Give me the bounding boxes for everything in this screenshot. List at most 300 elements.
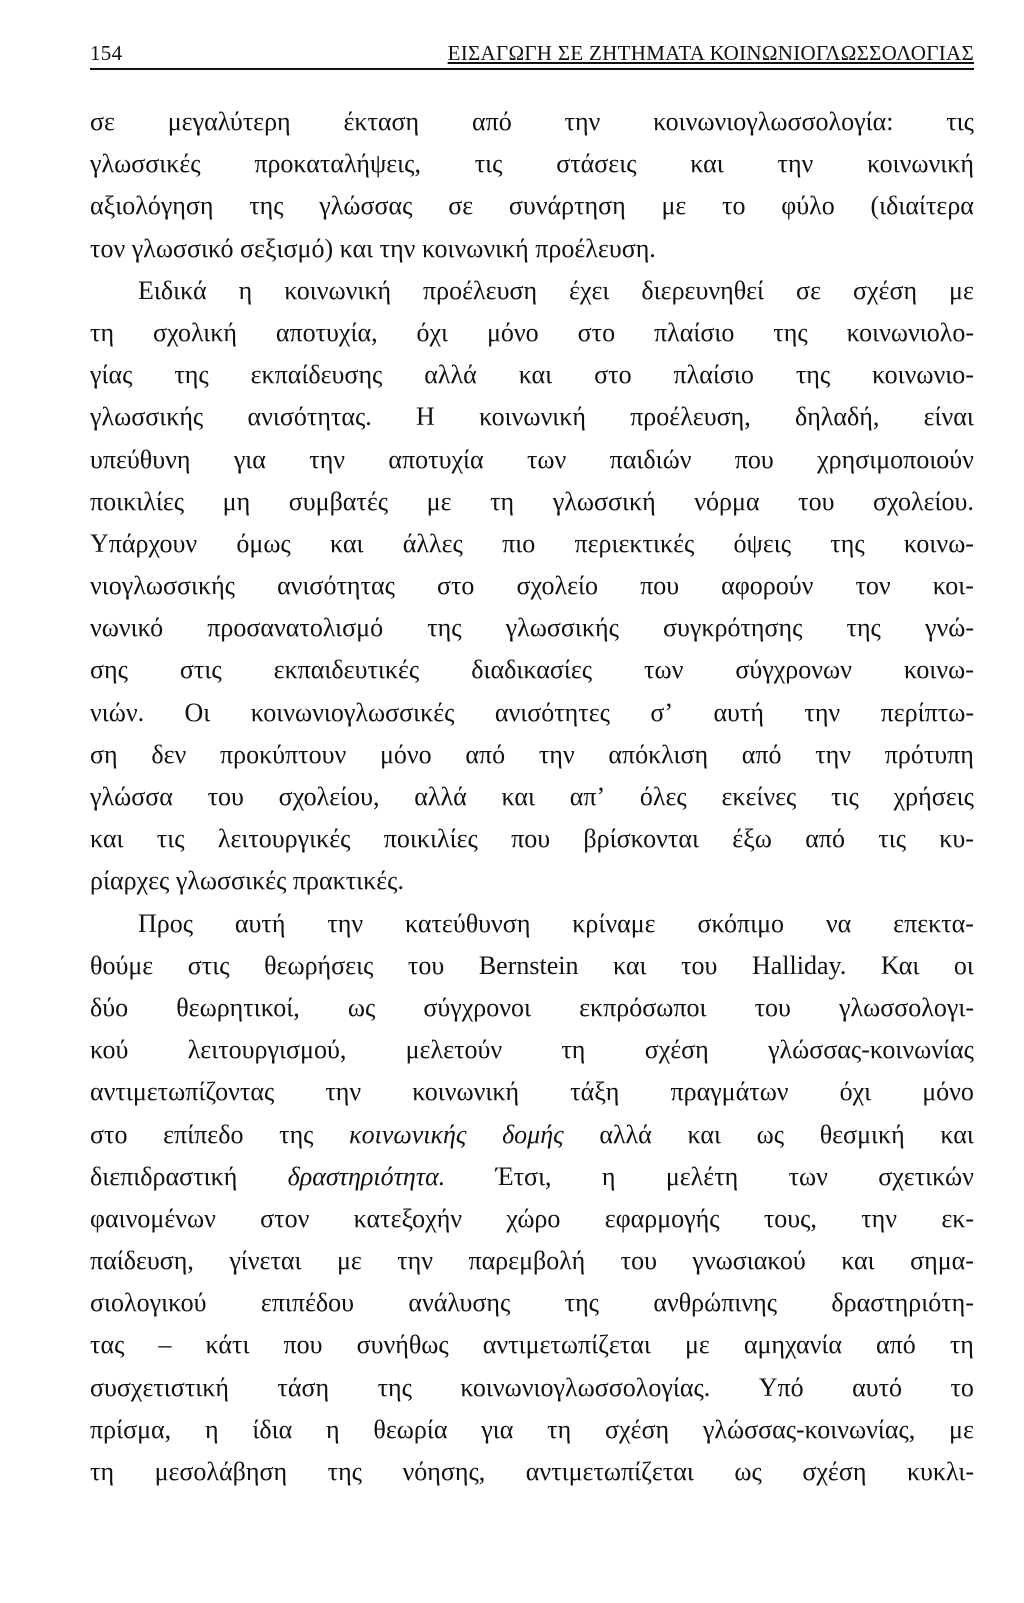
word: από xyxy=(465,739,506,769)
text-line xyxy=(90,270,974,312)
word: τις xyxy=(878,824,906,854)
running-head xyxy=(90,38,974,70)
running-title: ΕΙΣΑΓΩΓΗ ΣΕ ΖΗΤΗΜΑΤΑ ΚΟΙΝΩΝΙΟΓΛΩΣΣΟΛΟΓΙΑΣ xyxy=(447,41,974,65)
word: αποτυχία, xyxy=(275,317,378,347)
word: παίδευση, xyxy=(90,1246,194,1276)
word: Οι xyxy=(184,697,211,727)
word: σχέση xyxy=(604,1414,670,1444)
word: θεωρία xyxy=(373,1414,448,1444)
word: το xyxy=(722,191,746,221)
word: Έτσι, xyxy=(495,1161,552,1191)
word: Προς xyxy=(138,908,194,938)
word: ως xyxy=(756,1119,785,1149)
word: γλώσσας-κοινωνίας xyxy=(768,1035,974,1065)
word: σχέση xyxy=(852,275,918,305)
word: γλωσσικές xyxy=(175,866,287,896)
text-line xyxy=(90,692,974,734)
word: διερευνηθεί xyxy=(641,275,765,305)
word: πραγμάτων xyxy=(670,1077,789,1107)
word: πλαίσιο xyxy=(673,360,754,390)
text-line xyxy=(90,565,974,607)
word: στις xyxy=(187,950,230,980)
word: σχολείο xyxy=(516,571,599,601)
word: Halliday. xyxy=(751,950,847,980)
word: που xyxy=(640,571,680,601)
word: σε xyxy=(796,275,821,305)
word: από xyxy=(805,824,845,854)
word: όλες xyxy=(639,782,687,811)
text-line xyxy=(90,1282,974,1324)
word: αφορούν xyxy=(721,571,814,601)
word: κοινωνιογλωσσολογίας. xyxy=(460,1372,711,1402)
word: αυτή xyxy=(234,908,286,938)
word: αλλά xyxy=(599,1119,652,1149)
word: κοινωνική xyxy=(867,149,974,179)
word: σχετικών xyxy=(878,1161,974,1191)
word: και xyxy=(330,528,364,558)
word: γλωσσικές xyxy=(90,149,201,179)
word: του xyxy=(681,950,718,980)
word: μόνο xyxy=(486,317,539,347)
word: την xyxy=(325,1077,362,1107)
word: ανισότητες xyxy=(494,697,610,727)
word: που xyxy=(283,1330,323,1360)
word: συμβατές xyxy=(288,486,389,516)
word: γνωσιακού xyxy=(692,1246,806,1276)
word: γλώσσας-κοινωνίας, xyxy=(702,1414,916,1444)
word: φαινομένων xyxy=(90,1203,216,1233)
word: της xyxy=(377,1372,412,1402)
text-line xyxy=(90,354,974,396)
word: όχι xyxy=(839,1077,872,1107)
word: στον xyxy=(260,1203,310,1233)
word: και xyxy=(687,1119,721,1149)
word: από xyxy=(741,739,782,769)
word: κοινωνικής xyxy=(349,1119,467,1149)
word: αλλά xyxy=(424,360,477,390)
word: γλωσσικής xyxy=(90,402,204,432)
word: το xyxy=(950,1372,974,1402)
word: της xyxy=(427,613,462,643)
text-line xyxy=(90,101,974,143)
word: ση xyxy=(90,739,118,769)
word: γλωσσική xyxy=(552,486,656,516)
word: του xyxy=(207,782,244,811)
word: σχέση xyxy=(644,1035,709,1065)
word: συνάρτηση xyxy=(508,191,626,221)
word: γλωσσολογι- xyxy=(839,992,974,1022)
word: κοινωνική xyxy=(284,275,392,305)
word: αμηχανία xyxy=(743,1330,842,1360)
word: νιογλωσσικής xyxy=(90,571,235,601)
word: προκύπτουν xyxy=(219,739,347,769)
word: γλώσσα xyxy=(90,782,173,811)
word: την xyxy=(861,1203,898,1233)
word: σε xyxy=(448,191,474,221)
word: ως xyxy=(734,1457,762,1486)
word: – xyxy=(158,1330,172,1360)
word: βρίσκονται xyxy=(583,824,699,854)
word: θεσμική xyxy=(819,1119,905,1149)
word: γλωσσικό xyxy=(131,233,234,263)
word: εκείνες xyxy=(721,782,797,811)
word: της xyxy=(279,1119,314,1149)
word: οι xyxy=(953,950,974,980)
word: σης xyxy=(90,655,128,685)
word: αυτό xyxy=(852,1372,903,1402)
word: γίνεται xyxy=(229,1246,302,1276)
word: θεωρητικοί, xyxy=(176,992,300,1022)
word: που xyxy=(734,444,774,474)
text-line xyxy=(90,903,974,945)
word: στις xyxy=(179,655,222,685)
word: γλωσσικής xyxy=(505,613,619,643)
word: δύο xyxy=(90,992,129,1022)
word: Ειδικά xyxy=(138,275,207,305)
word: εκ- xyxy=(941,1203,974,1233)
word: τη xyxy=(90,1457,115,1486)
word: όψεις xyxy=(733,528,792,558)
word: από xyxy=(876,1330,916,1360)
word: είναι xyxy=(923,402,974,432)
word: εκπαίδευσης xyxy=(250,360,383,390)
word: αξιολόγηση xyxy=(90,191,214,221)
word: των xyxy=(526,444,567,474)
word: ποικιλίες xyxy=(90,486,185,516)
text-line xyxy=(90,1071,974,1113)
word: περιεκτικές xyxy=(574,528,695,558)
word: κοι- xyxy=(932,571,974,601)
word: πλαίσιο xyxy=(654,317,735,347)
word: αλλά xyxy=(414,782,467,811)
text-line xyxy=(90,523,974,565)
word: ανισότητας. xyxy=(247,402,372,432)
word: τις xyxy=(946,107,974,136)
word: τις xyxy=(474,149,503,179)
word: με xyxy=(661,191,687,221)
word: του xyxy=(620,1246,657,1276)
word: τις xyxy=(156,824,185,854)
text-line xyxy=(90,1409,974,1451)
word: κυκλι- xyxy=(906,1457,974,1486)
word: κάτι xyxy=(205,1330,250,1360)
word: την xyxy=(804,697,841,727)
word: τη xyxy=(90,317,115,347)
word: ανάλυσης xyxy=(408,1288,511,1318)
text-line xyxy=(90,607,974,649)
word: κού xyxy=(90,1035,129,1065)
word: διεπιδραστική xyxy=(90,1161,238,1191)
word: κατεξοχήν xyxy=(353,1203,463,1233)
text-line xyxy=(90,945,974,987)
page-number: 154 xyxy=(90,41,123,65)
word: των xyxy=(788,1161,828,1191)
word: στο xyxy=(594,360,632,390)
word: την xyxy=(564,107,601,136)
word: τη xyxy=(490,486,515,516)
word: συσχετιστική xyxy=(90,1372,229,1402)
text-line xyxy=(90,1198,974,1240)
word: σ’ xyxy=(650,697,674,727)
word: λειτουργικές xyxy=(217,824,351,854)
word: και xyxy=(518,360,553,390)
word: τη xyxy=(561,1035,586,1065)
word: πρότυπη xyxy=(884,739,974,769)
word: την xyxy=(327,908,364,938)
text-line xyxy=(90,228,974,270)
word: θούμε xyxy=(90,950,154,980)
word: συνήθως xyxy=(356,1330,449,1360)
word: περίπτω- xyxy=(880,697,974,727)
word: την xyxy=(538,739,575,769)
word: στο xyxy=(436,571,475,601)
word: ποικιλίες xyxy=(383,824,478,854)
word: και xyxy=(613,950,647,980)
word: απ’ xyxy=(569,782,606,811)
word: για xyxy=(481,1414,514,1444)
word: να xyxy=(825,908,852,938)
word: η xyxy=(326,1414,340,1444)
word: τον xyxy=(855,571,891,601)
text-line xyxy=(90,734,974,776)
word: της xyxy=(773,317,808,347)
word: πρακτικές. xyxy=(292,866,404,896)
word: την xyxy=(379,233,416,263)
word: τις xyxy=(831,782,859,811)
word: με xyxy=(684,1330,710,1360)
word: όμως xyxy=(236,528,291,558)
word: έκταση xyxy=(343,107,420,136)
text-line xyxy=(90,1367,974,1409)
word: διαδικασίες xyxy=(471,655,593,685)
body-text xyxy=(90,101,974,1493)
word: της xyxy=(795,360,831,390)
word: για xyxy=(233,444,266,474)
word: όχι xyxy=(416,317,449,347)
word: αντιμετωπίζοντας xyxy=(90,1077,275,1107)
word: και xyxy=(90,824,124,854)
word: σχολείου. xyxy=(873,486,974,516)
word: και xyxy=(940,1119,974,1149)
word: σύγχρονοι xyxy=(423,992,532,1022)
word: Υπάρχουν xyxy=(90,528,198,558)
word: προσανατολισμό xyxy=(207,613,384,643)
word: μόνο xyxy=(922,1077,974,1107)
word: κατεύθυνση xyxy=(404,908,531,938)
word: τη xyxy=(949,1330,974,1360)
word: εκπρόσωποι xyxy=(579,992,707,1022)
word: της xyxy=(249,191,284,221)
word: συγκρότησης xyxy=(662,613,803,643)
word: την xyxy=(397,1246,434,1276)
word: κοινωνιο- xyxy=(872,360,974,390)
word: εφαρμογής xyxy=(604,1203,720,1233)
word: την xyxy=(309,444,346,474)
word: τη xyxy=(547,1414,572,1444)
word: της xyxy=(327,1457,362,1486)
word: σεξισμό) xyxy=(239,233,334,263)
word: λειτουργισμού, xyxy=(187,1035,347,1065)
word: νόησης, xyxy=(402,1457,486,1486)
word: ως xyxy=(347,992,376,1022)
word: κοινω- xyxy=(903,655,974,685)
word: των xyxy=(644,655,684,685)
text-line xyxy=(90,1156,974,1198)
word: και xyxy=(339,233,374,263)
text-line xyxy=(90,143,974,185)
word: κυ- xyxy=(939,824,974,854)
word: σιολογικού xyxy=(90,1288,207,1318)
text-line xyxy=(90,396,974,438)
word: του xyxy=(798,486,835,516)
word: η xyxy=(204,1414,219,1444)
word: θεωρήσεις xyxy=(264,950,374,980)
word: με xyxy=(949,1414,974,1444)
text-line xyxy=(90,987,974,1029)
word: Υπό xyxy=(758,1372,804,1402)
word: αντιμετωπίζεται xyxy=(525,1457,694,1486)
word: χρησιμοποιούν xyxy=(817,444,974,474)
word: φύλο xyxy=(781,191,835,221)
text-line xyxy=(90,481,974,523)
word: την xyxy=(815,739,852,769)
text-line xyxy=(90,312,974,354)
word: επιπέδου xyxy=(260,1288,355,1318)
word: προέλευση, xyxy=(630,402,751,432)
word: τους, xyxy=(763,1203,817,1233)
word: γνώ- xyxy=(924,613,974,643)
word: του xyxy=(407,950,445,980)
word: τάξη xyxy=(570,1077,620,1107)
text-line xyxy=(90,1029,974,1071)
word: με xyxy=(949,275,974,305)
word: άλλες xyxy=(402,528,463,558)
word: ρίαρχες xyxy=(90,866,170,896)
word: τάση xyxy=(277,1372,330,1402)
word: που xyxy=(511,824,551,854)
word: δομής xyxy=(502,1119,564,1149)
word: σύγχρονων xyxy=(735,655,852,685)
word: σχολείου, xyxy=(278,782,380,811)
word: με xyxy=(426,486,452,516)
word: προέλευση. xyxy=(535,233,656,263)
word: νιών. xyxy=(90,697,145,727)
word: πιο xyxy=(502,528,536,558)
word: κοινωνική xyxy=(412,1077,520,1107)
word: και xyxy=(841,1246,875,1276)
word: νωνικό xyxy=(90,613,164,643)
word: κοινωνιογλωσσικές xyxy=(250,697,455,727)
word: αυτή xyxy=(713,697,764,727)
text-line xyxy=(90,1451,974,1493)
word: ανθρώπινης xyxy=(653,1288,778,1318)
word: επεκτα- xyxy=(893,908,974,938)
word: στο xyxy=(577,317,616,347)
word: του xyxy=(754,992,791,1022)
word: κοινωνιογλωσσολογία: xyxy=(653,107,894,136)
text-line xyxy=(90,1324,974,1366)
word: στάσεις xyxy=(556,149,637,179)
word: από xyxy=(471,107,512,136)
word: νόρμα xyxy=(694,486,760,516)
word: γίας xyxy=(90,360,133,390)
word: Η xyxy=(416,402,435,432)
word: δραστηριότη- xyxy=(831,1288,974,1318)
word: σχέση xyxy=(802,1457,867,1486)
word: της xyxy=(174,360,209,390)
word: απόκλιση xyxy=(608,739,709,769)
word: της xyxy=(564,1288,599,1318)
word: Και xyxy=(880,950,920,980)
word: κοινωνική xyxy=(479,402,586,432)
word: προκαταλήψεις, xyxy=(254,149,421,179)
word: κοινω- xyxy=(903,528,974,558)
word: δραστηριότητα. xyxy=(287,1161,446,1191)
word: (ιδιαίτερα xyxy=(870,191,974,221)
word: αποτυχία xyxy=(388,444,484,474)
text-line xyxy=(90,185,974,227)
word: μη xyxy=(222,486,251,516)
word: κοινωνική xyxy=(421,233,529,263)
text-line xyxy=(90,860,974,902)
word: η xyxy=(601,1161,616,1191)
word: παιδιών xyxy=(609,444,692,474)
word: τον xyxy=(90,233,126,263)
text-line xyxy=(90,776,974,818)
word: χρήσεις xyxy=(893,782,974,811)
word: αντιμετωπίζεται xyxy=(482,1330,651,1360)
text-line xyxy=(90,1114,974,1156)
word: μελέτη xyxy=(665,1161,739,1191)
word: μεσολάβηση xyxy=(154,1457,288,1486)
word: χώρο xyxy=(506,1203,561,1233)
text-line xyxy=(90,439,974,481)
word: ανισότητας xyxy=(277,571,395,601)
word: με xyxy=(336,1246,362,1276)
word: γλώσσας xyxy=(319,191,413,221)
word: εκπαιδευτικές xyxy=(273,655,420,685)
text-line xyxy=(90,649,974,691)
word: έχει xyxy=(569,275,610,305)
word: της xyxy=(846,613,881,643)
word: στο xyxy=(90,1119,128,1149)
word: κοινωνιολο- xyxy=(846,317,974,347)
word: υπεύθυνη xyxy=(90,444,191,474)
word: δηλαδή, xyxy=(794,402,880,432)
word: και xyxy=(501,782,535,811)
word: έξω xyxy=(732,824,772,854)
word: της xyxy=(830,528,865,558)
word: Bernstein xyxy=(478,950,579,980)
word: προέλευση xyxy=(423,275,538,305)
word: κρίναμε xyxy=(572,908,656,938)
word: επίπεδο xyxy=(163,1119,244,1149)
word: μόνο xyxy=(379,739,432,769)
word: σκόπιμο xyxy=(697,908,785,938)
word: δεν xyxy=(151,739,187,769)
word: μεγαλύτερη xyxy=(167,107,291,136)
word: σε xyxy=(90,107,115,136)
word: και xyxy=(690,149,724,179)
word: η xyxy=(238,275,253,305)
text-line xyxy=(90,818,974,860)
word: μελετούν xyxy=(405,1035,503,1065)
text-line xyxy=(90,1240,974,1282)
word: πρίσμα, xyxy=(90,1414,172,1444)
word: παρεμβολή xyxy=(468,1246,586,1276)
word: σημα- xyxy=(910,1246,974,1276)
word: την xyxy=(777,149,814,179)
